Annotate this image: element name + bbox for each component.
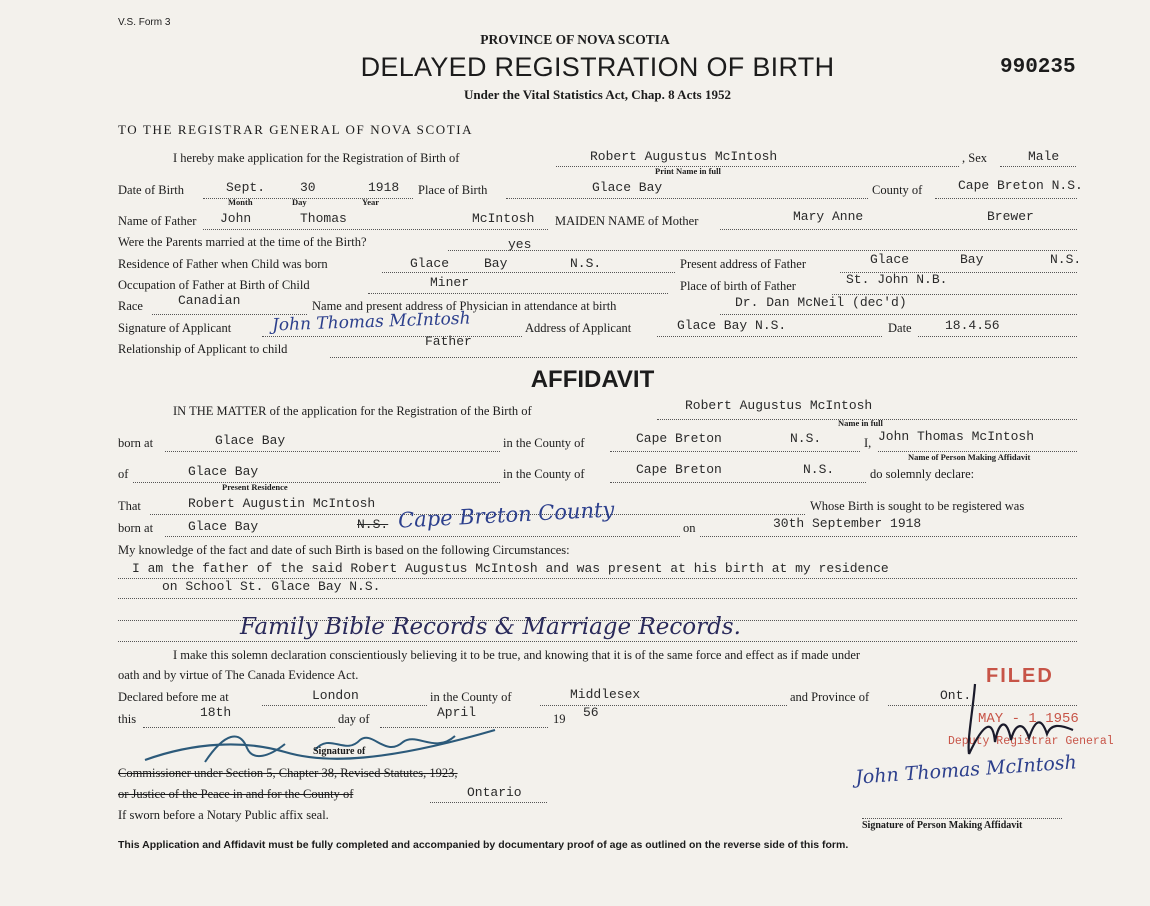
race-value: Canadian [178,293,241,308]
year-caption: Year [362,197,379,207]
application-intro: I hereby make application for the Registration of Birth of [173,151,460,165]
birth-date: 30th September 1918 [773,516,922,531]
day-of-label: day of [338,712,370,726]
signature-of-label: Signature of [313,746,366,757]
stamp-deputy: Deputy Registrar General [948,735,1114,748]
matter-name: Robert Augustus McIntosh [685,398,873,413]
father-middle: Thomas [300,211,347,226]
dob-label: Date of Birth [118,183,184,197]
father-label: Name of Father [118,214,197,228]
handwritten-county: Cape Breton County [397,497,615,533]
applicant-address-label: Address of Applicant [525,321,632,335]
month-caption: Month [228,197,253,207]
pob-label: Place of Birth [418,183,488,197]
residence-caption: Present Residence [222,482,288,492]
to-registrar: TO THE REGISTRAR GENERAL OF NOVA SCOTIA [118,122,474,137]
dob-day: 30 [300,180,316,195]
county-2-province: N.S. [803,462,835,477]
i-label: I, [864,436,872,450]
present-address-3: N.S. [1050,252,1082,267]
date-value: 18.4.56 [945,318,1000,333]
declaration-text-2: oath and by virtue of The Canada Evidence Act. [118,668,359,682]
on-label: on [683,521,696,535]
footer-note: This Application and Affidavit must be fully completed and accompanied by documentary proof of age as outlined on the reverse side of this form. [118,839,849,851]
matter-label: IN THE MATTER of the application for the Registration of the Birth of [173,404,532,418]
mother-last: Brewer [987,209,1034,224]
province-value: Ont. [940,688,972,703]
county-3-value: Middlesex [570,687,641,702]
form-id: V.S. Form 3 [118,17,171,28]
mother-label: MAIDEN NAME of Mother [555,214,699,228]
residence-3: N.S. [570,256,602,271]
relationship-value: Father [425,334,472,349]
county-value: Cape Breton N.S. [958,178,1083,193]
struck-province: N.S. [357,517,389,532]
occupation-value: Miner [430,275,470,290]
physician-value: Dr. Dan McNeil (dec'd) [735,295,907,310]
dob-year: 1918 [368,180,400,195]
registrar-signature-icon [955,680,1085,760]
of-label: of [118,467,129,481]
month-value: April [437,705,477,720]
this-label: this [118,712,137,726]
notary-note: If sworn before a Notary Public affix seal. [118,808,329,822]
signature-applicant-label: Signature of Applicant [118,321,232,335]
that-name: Robert Augustin McIntosh [188,496,376,511]
county-2-label: in the County of [503,467,585,481]
circumstance-line-1: I am the father of the said Robert Augustus McIntosh and was present at his birth at my residence [132,561,889,576]
registration-number: 990235 [1000,56,1076,79]
applicant-signature: John Thomas McIntosh [271,308,471,336]
knowledge-label: My knowledge of the fact and date of such Birth is based on the following Circumstances: [118,543,570,557]
year-prefix: 19 [553,712,566,726]
person-signature: John Thomas McIntosh [854,751,1078,789]
married-value: yes [508,237,532,252]
deponent-name: John Thomas McIntosh [878,429,1035,444]
born-at-value-2: Glace Bay [188,519,259,534]
stamp-date: MAY - 1 1956 [978,711,1079,727]
occupation-label: Occupation of Father at Birth of Child [118,278,310,292]
father-pob-value: St. John N.B. [846,272,948,287]
whose-birth-label: Whose Birth is sought to be registered was [810,499,1025,513]
county-label: County of [872,183,923,197]
declared-at-value: London [312,688,359,703]
county-1-label: in the County of [503,436,585,450]
province-heading: PROVINCE OF NOVA SCOTIA [480,32,670,47]
born-at-label-2: born at [118,521,154,535]
race-label: Race [118,299,143,313]
born-at-value: Glace Bay [215,433,286,448]
present-address-2: Bay [960,252,984,267]
county-1-value: Cape Breton [636,431,722,446]
justice-text: or Justice of the Peace in and for the County of [118,787,354,801]
date-label: Date [888,321,912,335]
physician-label: Name and present address of Physician in attendance at birth [312,299,617,313]
circumstance-line-2: on School St. Glace Bay N.S. [162,579,381,594]
province-label: and Province of [790,690,870,704]
relationship-label: Relationship of Applicant to child [118,342,288,356]
that-label: That [118,499,141,513]
pob-value: Glace Bay [592,180,663,195]
county-2-value: Cape Breton [636,462,722,477]
residence-value: Glace Bay [188,464,259,479]
residence-1: Glace [410,256,450,271]
sex-value: Male [1028,149,1060,164]
applicant-address-value: Glace Bay N.S. [677,318,787,333]
name-in-full-caption: Name in full [838,418,883,428]
sex-label: , Sex [962,151,987,165]
dob-month: Sept. [226,180,266,195]
person-signature-label: Signature of Person Making Affidavit [862,820,1023,831]
affidavit-heading: AFFIDAVIT [530,366,655,393]
mother-first: Mary Anne [793,209,864,224]
day-value: 18th [200,705,232,720]
day-caption: Day [292,197,307,207]
declaration-text: I make this solemn declaration conscientiously believing it to be true, and knowing that it is of the same force and effect as if made under [173,648,861,662]
form-subtitle: Under the Vital Statistics Act, Chap. 8 Acts 1952 [464,87,731,102]
stamp-filed-text: FILED [986,665,1054,687]
residence-label: Residence of Father when Child was born [118,257,328,271]
father-first: John [220,211,252,226]
year-value: 56 [583,705,599,720]
solemnly-declare: do solemnly declare: [870,467,975,481]
residence-2: Bay [484,256,508,271]
father-last: McIntosh [472,211,535,226]
present-address-1: Glace [870,252,910,267]
form-title: DELAYED REGISTRATION OF BIRTH [360,52,835,82]
born-at-label: born at [118,436,154,450]
justice-county: Ontario [467,785,522,800]
commissioner-text: Commissioner under Section 5, Chapter 38, Revised Statutes, 1923, [118,766,458,780]
child-name: Robert Augustus McIntosh [590,149,778,164]
circumstance-handwritten: Family Bible Records & Marriage Records. [240,614,741,640]
father-pob-label: Place of birth of Father [680,279,796,293]
deponent-caption: Name of Person Making Affidavit [908,452,1031,462]
county-1-province: N.S. [790,431,822,446]
present-address-label: Present address of Father [680,257,807,271]
married-label: Were the Parents married at the time of the Birth? [118,235,367,249]
declared-label: Declared before me at [118,690,229,704]
county-3-label: in the County of [430,690,512,704]
print-name-note: Print Name in full [655,166,721,176]
